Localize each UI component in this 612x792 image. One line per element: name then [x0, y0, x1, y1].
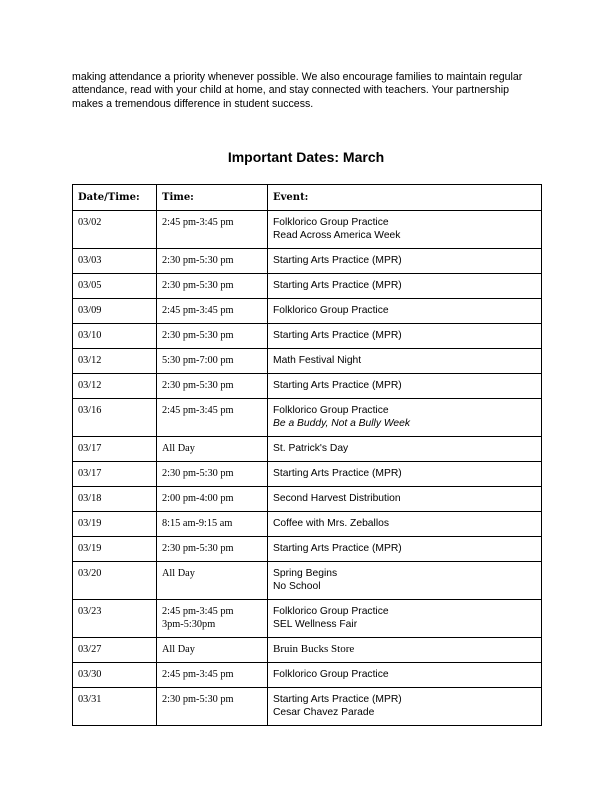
- time-line: 2:45 pm-3:45 pm: [162, 405, 234, 416]
- event-line: Folklorico Group Practice: [273, 217, 389, 228]
- time-line: 5:30 pm-7:00 pm: [162, 355, 234, 366]
- table-row: [73, 399, 542, 437]
- table-header-row: [73, 185, 542, 211]
- table-row: [73, 349, 542, 374]
- event-line: Folklorico Group Practice: [273, 305, 389, 316]
- event-cell: [268, 663, 542, 688]
- important-dates-table: [72, 184, 542, 726]
- table-row: [73, 274, 542, 299]
- time-cell: [157, 274, 268, 299]
- table-row: [73, 437, 542, 462]
- event-cell: [268, 688, 542, 726]
- time-line: 8:15 am-9:15 am: [162, 518, 233, 529]
- time-cell: [157, 512, 268, 537]
- date-cell: 03/18: [73, 487, 157, 512]
- date-cell: 03/12: [73, 374, 157, 399]
- event-cell: [268, 562, 542, 600]
- time-line: All Day: [162, 644, 195, 655]
- event-cell: [268, 487, 542, 512]
- date-cell: 03/16: [73, 399, 157, 437]
- time-line: 2:30 pm-5:30 pm: [162, 330, 234, 341]
- event-line: Read Across America Week: [273, 230, 401, 242]
- event-line: Folklorico Group Practice: [273, 669, 389, 680]
- column-header-time: Time:: [157, 185, 268, 211]
- table-row: [73, 211, 542, 249]
- date-cell: 03/19: [73, 537, 157, 562]
- time-line: 2:30 pm-5:30 pm: [162, 543, 234, 554]
- time-line: 2:30 pm-5:30 pm: [162, 380, 234, 391]
- time-cell: [157, 324, 268, 349]
- date-cell: 03/17: [73, 437, 157, 462]
- event-line: Spring Begins: [273, 568, 338, 579]
- table-row: [73, 688, 542, 726]
- event-cell: [268, 537, 542, 562]
- time-cell: [157, 487, 268, 512]
- intro-line: makes a tremendous difference in student success.: [72, 97, 314, 110]
- time-line: 2:30 pm-5:30 pm: [162, 468, 234, 479]
- event-cell: [268, 600, 542, 638]
- event-line: No School: [273, 581, 321, 593]
- date-cell: 03/27: [73, 638, 157, 663]
- time-cell: [157, 600, 268, 638]
- event-cell: [268, 638, 542, 663]
- time-line: 2:00 pm-4:00 pm: [162, 493, 234, 504]
- event-line: Starting Arts Practice (MPR): [273, 280, 402, 291]
- time-line: 2:45 pm-3:45 pm: [162, 606, 234, 617]
- event-line: Starting Arts Practice (MPR): [273, 694, 402, 705]
- time-line: All Day: [162, 568, 195, 579]
- event-cell: [268, 399, 542, 437]
- table-row: [73, 663, 542, 688]
- event-line: Folklorico Group Practice: [273, 606, 389, 617]
- time-cell: [157, 299, 268, 324]
- date-cell: 03/03: [73, 249, 157, 274]
- event-line: Starting Arts Practice (MPR): [273, 255, 402, 266]
- intro-paragraph: [72, 71, 552, 111]
- table-row: [73, 537, 542, 562]
- date-cell: 03/02: [73, 211, 157, 249]
- date-cell: 03/10: [73, 324, 157, 349]
- time-cell: [157, 374, 268, 399]
- section-title: Important Dates: March: [227, 149, 385, 165]
- event-line: Be a Buddy, Not a Bully Week: [273, 418, 410, 430]
- time-line: 2:30 pm-5:30 pm: [162, 280, 234, 291]
- column-header-event: Event:: [268, 185, 542, 211]
- event-line: Starting Arts Practice (MPR): [273, 543, 402, 554]
- event-line: Math Festival Night: [273, 355, 362, 366]
- event-line: Second Harvest Distribution: [273, 493, 401, 504]
- event-cell: [268, 299, 542, 324]
- event-line: Starting Arts Practice (MPR): [273, 468, 402, 479]
- time-cell: [157, 399, 268, 437]
- event-cell: [268, 211, 542, 249]
- event-line: Bruin Bucks Store: [273, 643, 355, 655]
- time-line: All Day: [162, 443, 195, 454]
- event-line: Starting Arts Practice (MPR): [273, 330, 402, 341]
- event-cell: [268, 462, 542, 487]
- table-row: [73, 487, 542, 512]
- time-line: 2:45 pm-3:45 pm: [162, 305, 234, 316]
- event-cell: [268, 374, 542, 399]
- event-cell: [268, 349, 542, 374]
- time-cell: [157, 638, 268, 663]
- event-line: St. Patrick's Day: [273, 443, 349, 454]
- table-row: [73, 638, 542, 663]
- time-cell: [157, 462, 268, 487]
- date-cell: 03/31: [73, 688, 157, 726]
- time-cell: [157, 537, 268, 562]
- event-line: SEL Wellness Fair: [273, 619, 358, 631]
- table-row: [73, 562, 542, 600]
- time-cell: [157, 211, 268, 249]
- time-cell: [157, 349, 268, 374]
- table-row: [73, 324, 542, 349]
- event-cell: [268, 512, 542, 537]
- date-cell: 03/12: [73, 349, 157, 374]
- time-cell: [157, 663, 268, 688]
- date-cell: 03/23: [73, 600, 157, 638]
- time-line: 2:45 pm-3:45 pm: [162, 217, 234, 228]
- intro-line: making attendance a priority whenever possible. We also encourage families to maintain regular: [72, 71, 523, 83]
- event-line: Folklorico Group Practice: [273, 405, 389, 416]
- table-row: [73, 512, 542, 537]
- table-row: [73, 600, 542, 638]
- time-line: 2:45 pm-3:45 pm: [162, 669, 234, 680]
- date-cell: 03/17: [73, 462, 157, 487]
- time-cell: [157, 688, 268, 726]
- time-line: 2:30 pm-5:30 pm: [162, 255, 234, 266]
- event-line: Starting Arts Practice (MPR): [273, 380, 402, 391]
- date-cell: 03/19: [73, 512, 157, 537]
- date-cell: 03/20: [73, 562, 157, 600]
- date-cell: 03/30: [73, 663, 157, 688]
- time-line: 3pm-5:30pm: [162, 619, 216, 631]
- event-line: Coffee with Mrs. Zeballos: [273, 518, 389, 529]
- event-cell: [268, 249, 542, 274]
- event-cell: [268, 274, 542, 299]
- date-cell: 03/05: [73, 274, 157, 299]
- time-cell: [157, 249, 268, 274]
- time-cell: [157, 562, 268, 600]
- table-row: [73, 374, 542, 399]
- intro-line: attendance, read with your child at home, and stay connected with teachers. Your partnership: [72, 84, 509, 97]
- time-cell: [157, 437, 268, 462]
- table-row: [73, 462, 542, 487]
- time-line: 2:30 pm-5:30 pm: [162, 694, 234, 705]
- table-row: [73, 249, 542, 274]
- table-row: [73, 299, 542, 324]
- event-cell: [268, 437, 542, 462]
- event-line: Cesar Chavez Parade: [273, 707, 375, 719]
- column-header-date: Date/Time:: [73, 185, 157, 211]
- event-cell: [268, 324, 542, 349]
- date-cell: 03/09: [73, 299, 157, 324]
